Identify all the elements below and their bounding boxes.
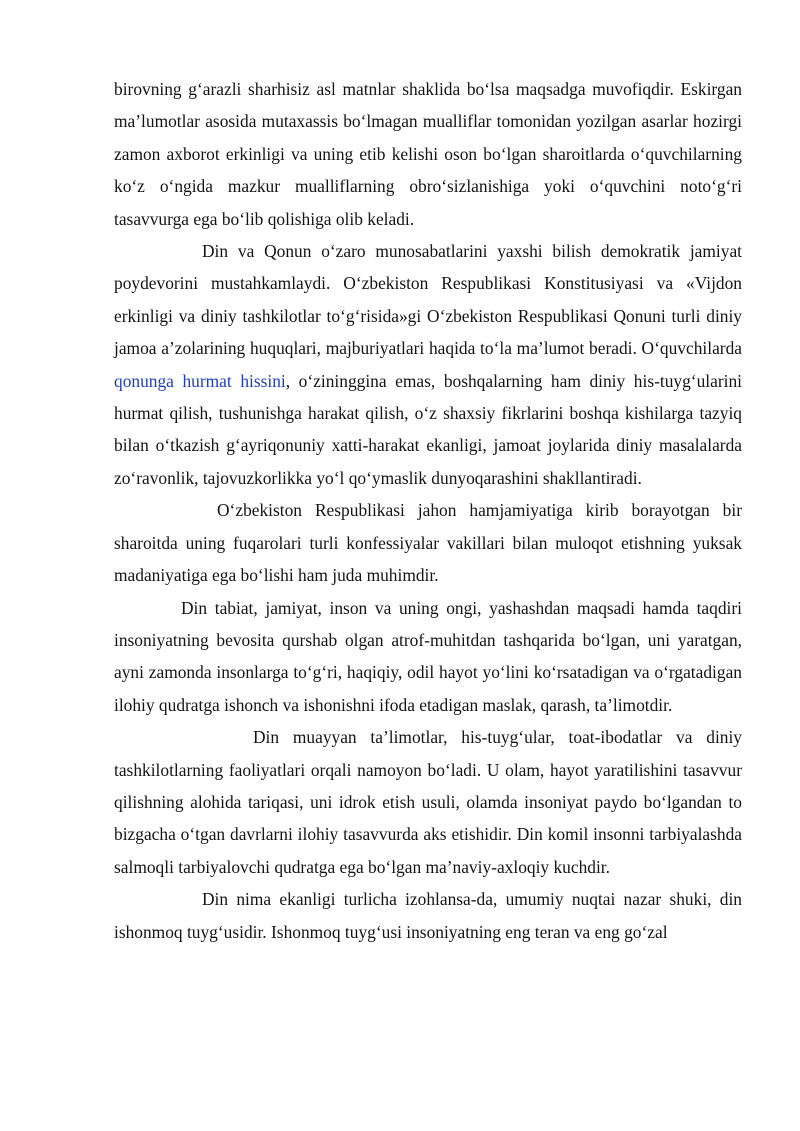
paragraph-6: Din nima ekanligi turlicha izohlansa-da, umumiy nuqtai nazar shuki, din ishonmoq tuyg‘usidir. Ishonmoq tuyg‘usi insoniyatning eng teran va eng go‘zal xyxy=(114,889,742,942)
document-page xyxy=(114,73,742,948)
paragraph-4: Din tabiat, jamiyat, inson va uning ongi, yashashdan maqsadi hamda taqdiri insoniyatning bevosita qurshab olgan atrof-muhitdan tashqarida bo‘lgan, uni yaratgan, ayni zamonda insonlarga to‘g‘ri, haqiqiy, odil hayot yo‘lini ko‘rsatadigan va o‘rgatadigan ilohiy qudratga ishonch va ishonishni ifoda etadigan maslak, qarash, ta’limotdir. xyxy=(114,597,742,715)
highlighted-link-phrase[interactable]: qonunga hurmat hissini xyxy=(114,370,286,391)
paragraph-2-text-before-link: Din va Qonun o‘zaro munosabatlarini yaxshi bilish demokratik jamiyat poydevorini mustahkamlaydi. O‘zbekiston Respublikasi Konstitusiyasi va «Vijdon erkinligi va diniy tashkilotlar to‘g‘risida»gi O‘zbekiston Respublikasi Qonuni turli diniy jamoa a’zolarining huquqlari, majburiyatlari haqida to‘la ma’lumot beradi. O‘quvchilarda xyxy=(114,241,742,359)
paragraph-2-text-after-link: , o‘zininggina emas, boshqalarning ham diniy his-tuyg‘ularini hurmat qilish, tushunishga harakat qilish, o‘z shaxsiy fikrlarini boshqa kishilarga tazyiq bilan o‘tkazish g‘ayriqonuniy xatti-harakat ekanligi, jamoat joylarida diniy masalalarda zo‘ravonlik, tajovuzkorlikka yo‘l qo‘ymaslik dunyoqarashini shakllantiradi. xyxy=(114,370,742,488)
paragraph-1: birovning g‘arazli sharhisiz asl matnlar shaklida bo‘lsa maqsadga muvofiqdir. Eskirgan ma’lumotlar asosida mutaxassis bo‘lmagan mualliflar tomonidan yozilgan asarlar hozirgi zamon axborot erkinligi va uning etib kelishi oson bo‘lgan sharoitlarda o‘quvchilarning ko‘z o‘ngida mazkur mualliflarning obro‘sizlanishiga yoki o‘quvchini noto‘g‘ri tasavvurga ega bo‘lib qolishiga olib keladi. xyxy=(114,79,742,229)
paragraph-2 xyxy=(114,235,742,494)
paragraph-5: Din muayyan ta’limotlar, his-tuyg‘ular, toat-ibodatlar va diniy tashkilotlarning faoliyatlari orqali namoyon bo‘ladi. U olam, hayot yaratilishini tasavvur qilishning alohida tariqasi, uni idrok etish usuli, olamda insoniyat paydo bo‘lgandan to bizgacha o‘tgan davrlarni ilohiy tasavvurda aks etishidir. Din komil insonni tarbiyalashda salmoqli tarbiyalovchi qudratga ega bo‘lgan ma’naviy-axloqiy kuchdir. xyxy=(114,727,742,877)
paragraph-3: O‘zbekiston Respublikasi jahon hamjamiyatiga kirib borayotgan bir sharoitda uning fuqarolari turli konfessiyalar vakillari bilan muloqot etishning yuksak madaniyatiga ega bo‘lishi ham juda muhimdir. xyxy=(114,500,742,586)
